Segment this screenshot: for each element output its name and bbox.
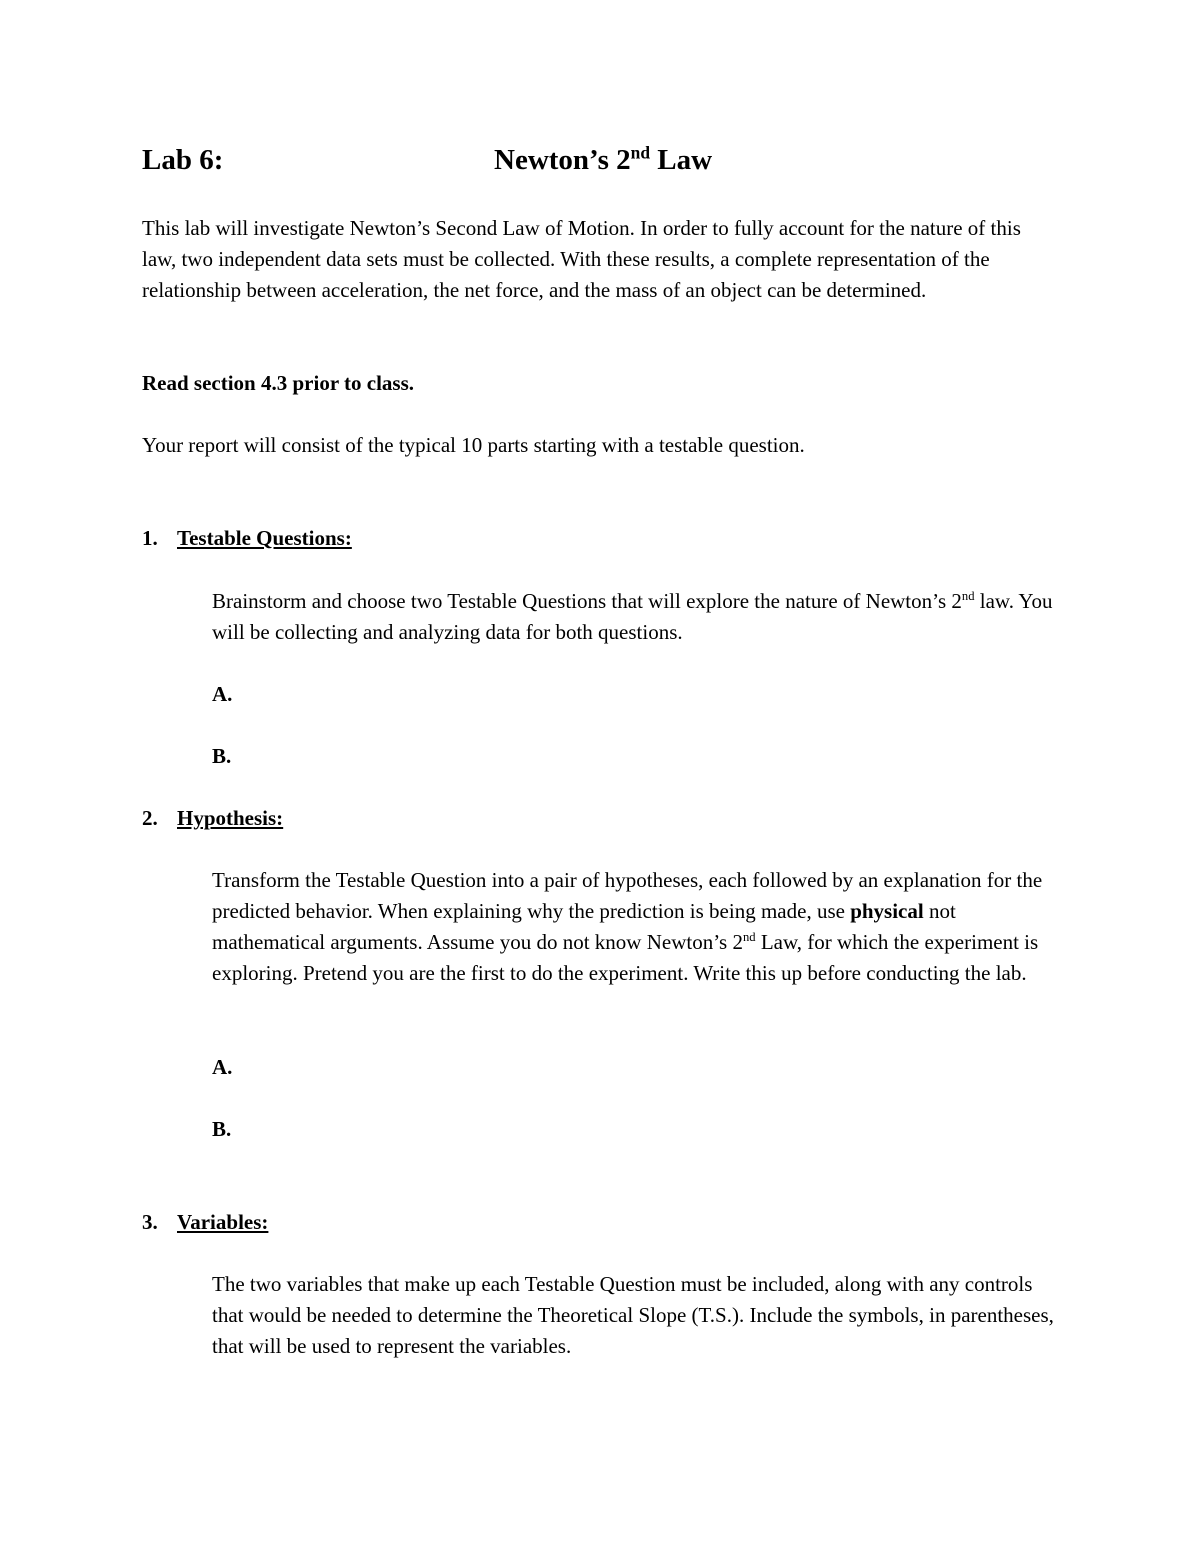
section-1-item-a: A. xyxy=(212,682,233,706)
section-3-heading xyxy=(142,1207,268,1238)
lab-name-suffix: Law xyxy=(650,144,713,176)
section-3-body: The two variables that make up each Testable Question must be included, along with any controls that would be needed to determine the Theoretical Slope (T.S.). Include the symbols, in parentheses, that will be used to represent the variables. xyxy=(212,1272,1054,1358)
section-3-number: 3. xyxy=(142,1210,158,1234)
section-2-body-bold: physical xyxy=(850,899,924,923)
section-1-label: Testable Questions: xyxy=(177,526,352,550)
section-1-item-b: B. xyxy=(212,744,232,768)
section-1-body-part2: law. You will be collecting and analyzing data for both questions. xyxy=(212,589,1053,644)
intro-paragraph: This lab will investigate Newton’s Second Law of Motion. In order to fully account for the nature of this law, two independent data sets must be collected. With these results, a complete representation of the relationship between acceleration, the net force, and the mass of an object can be determined. xyxy=(142,216,1021,302)
section-2-body-part3: Law, for which the experiment is exploring. Pretend you are the first to do the experiment. Write this up before conducting the lab. xyxy=(212,930,1039,985)
section-1-body-sup: nd xyxy=(961,589,975,603)
lab-name-superscript: nd xyxy=(630,142,651,163)
section-2-label: Hypothesis: xyxy=(177,806,284,830)
read-note: Read section 4.3 prior to class. xyxy=(142,371,415,395)
section-1-body xyxy=(212,586,1072,648)
section-1-number: 1. xyxy=(142,526,158,550)
section-2-number: 2. xyxy=(142,806,158,830)
section-3-label: Variables: xyxy=(177,1210,269,1234)
section-2-body-sup: nd xyxy=(742,930,756,944)
section-2-body xyxy=(212,865,1052,989)
section-1-body-part1: Brainstorm and choose two Testable Questions that will explore the nature of Newton’s 2 xyxy=(212,589,962,613)
report-note: Your report will consist of the typical 10 parts starting with a testable question. xyxy=(142,433,805,457)
section-2-item-a: A. xyxy=(212,1055,233,1079)
section-2-body-part1: Transform the Testable Question into a pair of hypotheses, each followed by an explanation for the predicted behavior. When explaining why the prediction is being made, use xyxy=(212,868,1043,923)
section-2-heading xyxy=(142,803,283,834)
section-2-body-part2: not mathematical arguments. Assume you do not know Newton’s 2 xyxy=(212,899,956,954)
lab-name-prefix: Newton’s 2 xyxy=(494,144,631,176)
section-1-heading xyxy=(142,523,352,554)
section-2-item-b: B. xyxy=(212,1117,232,1141)
lab-number-title: Lab 6: xyxy=(142,144,224,176)
lab-name-title xyxy=(494,142,712,178)
